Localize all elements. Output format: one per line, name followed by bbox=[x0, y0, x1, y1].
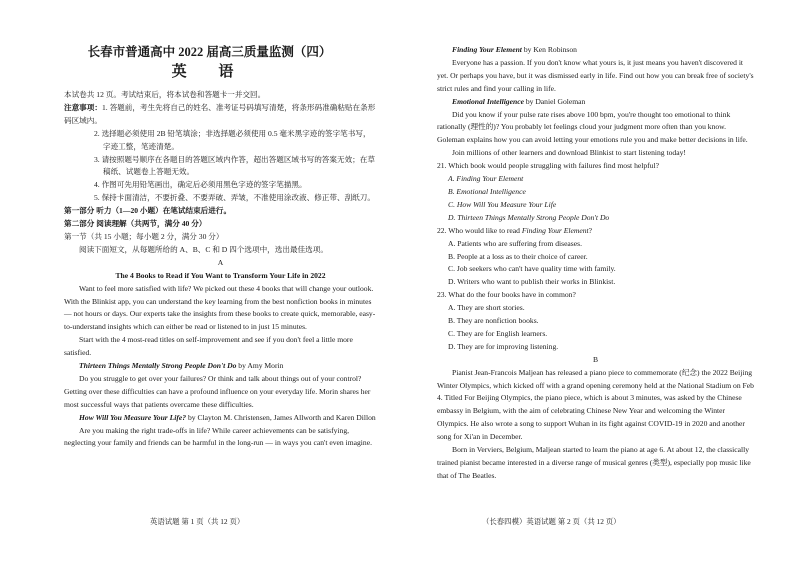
q22-option-a[interactable]: A. Patients who are suffering from diseases. bbox=[448, 238, 582, 248]
book-4-title: Emotional Intelligence bbox=[452, 96, 524, 106]
question-23: 23. What do the four books have in common? bbox=[437, 290, 576, 300]
part-1-heading: 第一部分 听力（1—20 小题）在笔试结束后进行。 bbox=[64, 206, 232, 216]
q22-prefix: 22. Who would like to read bbox=[437, 225, 522, 235]
reading-instruction: 阅读下面短文，从每题所给的 A、B、C 和 D 四个选项中，选出最佳选项。 bbox=[79, 244, 328, 254]
q21-option-b[interactable]: B. Emotional Intelligence bbox=[448, 186, 526, 196]
book-1-title: Thirteen Things Mentally Strong People Don't Do bbox=[79, 361, 237, 371]
notice-item-4: 4. 作图可先用铅笔画出，确定后必须用黑色字迹的签字笔描黑。 bbox=[94, 180, 307, 190]
join-text: Join millions of other learners and download Blinkist to start listening today! bbox=[452, 148, 686, 158]
q22-option-d[interactable]: D. Writers who want to publish their works in Blinkist. bbox=[448, 277, 616, 287]
book-2-title: How Will You Measure Your Life? bbox=[79, 412, 187, 422]
notice-item-1: 1. 答题前，考生先将自己的姓名、准考证号码填写清楚，将条形码准确粘贴在条形码区域内。 bbox=[64, 102, 376, 125]
passage-a-para-2: Start with the 4 most-read titles on self-improvement and see if you don't feel a little more satisfied. bbox=[64, 335, 353, 358]
passage-b-label: B bbox=[592, 354, 599, 364]
question-22 bbox=[437, 225, 754, 238]
book-4-author: by Daniel Goleman bbox=[523, 96, 586, 106]
passage-a-para-1: Want to feel more satisfied with life? We picked out these 4 books that will change your outlook. With the Blinkist app, you can understand the key learning from the best nonfiction books in minutes — not hours or days. Our experts take the insights from these books to create quick, memorable, easy-to-understand insights which can either be read or listened to in just 15 minutes. bbox=[64, 283, 376, 332]
page-1-footer: 英语试题 第 1 页（共 12 页） bbox=[150, 517, 245, 526]
book-1-text: Do you struggle to get over your failures? Or think and talk about things out of your control? Getting over these difficulties can have a profound influence on your everyday life. Morin shares her most successful ways that patients overcame these difficulties. bbox=[64, 373, 371, 409]
q23-option-a[interactable]: A. They are short stories. bbox=[448, 303, 525, 313]
part-2-heading: 第二部分 阅读理解（共两节，满分 40 分） bbox=[64, 219, 207, 229]
q21-option-c[interactable]: C. How Will You Measure Your Life bbox=[448, 199, 557, 209]
q22-option-b[interactable]: B. People at a loss as to their choice of career. bbox=[448, 251, 588, 261]
book-4-heading bbox=[437, 96, 754, 109]
book-1-heading bbox=[64, 360, 377, 373]
notice-item-5: 5. 保持卡面清洁，不要折叠、不要弄破、弄皱，不准使用涂改液、修正带、刮纸刀。 bbox=[94, 193, 375, 203]
passage-a-title: The 4 Books to Read if You Want to Transform Your Life in 2022 bbox=[115, 270, 326, 280]
book-2-heading bbox=[64, 412, 377, 425]
q23-option-b[interactable]: B. They are nonfiction books. bbox=[448, 316, 539, 326]
book-2-author: by Clayton M. Christensen, James Allworth and Karen Dillon bbox=[186, 412, 376, 422]
intro-text: 本试卷共 12 页。考试结束后，将本试卷和答题卡一并交回。 bbox=[64, 90, 266, 99]
passage-b-para-1: Pianist Jean-Francois Maljean has released a piano piece to commemorate (纪念) the 2022 Beijing Winter Olympics, which kicked off with a grand opening ceremony held at the National Stadium on Feb 4. Titled For Beijing Olympics, the piano piece, which is about 3 minutes, was asked by the Chinese embassy in Belgium, with the aim of celebrating Chinese New Year and welcoming the Winter Olympics. He also wrote a song to support Wuhan in its fight against COVID-19 in 2020 and another song for Xi'an in December. bbox=[437, 367, 754, 442]
question-21: 21. Which book would people struggling with failures find most helpful? bbox=[437, 161, 659, 171]
book-3-text: Everyone has a passion. If you don't know what yours is, it just means you haven't discovered it yet. Or perhaps you have, but it was dismissed early in life. Find out how you can break free of society's strict rules and find your calling in life. bbox=[437, 57, 754, 93]
notice-block bbox=[64, 102, 377, 128]
exam-title: 长春市普通高中 2022 届高三质量监测（四） bbox=[87, 45, 332, 59]
book-1-author: by Amy Morin bbox=[236, 361, 284, 371]
page-2 bbox=[397, 0, 794, 561]
q22-book-title: Finding Your Element bbox=[521, 225, 589, 235]
book-4-text: Did you know if your pulse rate rises above 100 bpm, you're thought too emotional to think rationally (理性的)? You probably let feelings cloud your judgment more often than you know. Goleman explains how you can avoid letting your emotions rule you and make better decisions in life. bbox=[437, 109, 748, 145]
book-2-text: Are you making the right trade-offs in life? While career achievements can be satisfying, neglecting your family and friends can be harmful in the long-run — in ways you can't even imagine. bbox=[64, 425, 372, 448]
notice-item-2: 2. 选择题必须使用 2B 铅笔填涂；非选择题必须使用 0.5 毫米黑字迹的签字笔书写，字迹工整，笔迹清楚。 bbox=[94, 128, 371, 151]
q22-suffix: ? bbox=[588, 225, 593, 235]
q23-option-d[interactable]: D. They are for improving listening. bbox=[448, 341, 559, 351]
book-3-author: by Ken Robinson bbox=[521, 45, 577, 54]
notice-label: 注意事项： bbox=[64, 102, 102, 112]
notice-item-3: 3. 请按照题号顺序在各题目的答题区域内作答，超出答题区域书写的答案无效；在草稿纸、试题卷上答题无效。 bbox=[94, 154, 375, 177]
book-3-title: Finding Your Element bbox=[452, 45, 522, 54]
q21-option-d[interactable]: D. Thirteen Things Mentally Strong People Don't Do bbox=[448, 212, 610, 222]
page-2-footer: （长春四模）英语试题 第 2 页（共 12 页） bbox=[482, 517, 621, 526]
q23-option-c[interactable]: C. They are for English learners. bbox=[448, 328, 548, 338]
q21-option-a[interactable]: A. Finding Your Element bbox=[448, 174, 524, 184]
passage-a-label: A bbox=[217, 257, 224, 267]
subject-title: 英 语 bbox=[171, 64, 248, 80]
section-1-heading: 第一节（共 15 小题；每小题 2 分，满分 30 分） bbox=[64, 231, 224, 241]
passage-b-para-2: Born in Verviers, Belgium, Maljean started to learn the piano at age 6. At about 12, the classically trained pianist became interested in a diverse range of musical genres (类型), especially pop music like that of The Beatles. bbox=[437, 445, 751, 480]
book-3-heading bbox=[437, 44, 754, 57]
q22-option-c[interactable]: C. Job seekers who can't have quality time with family. bbox=[448, 264, 616, 274]
